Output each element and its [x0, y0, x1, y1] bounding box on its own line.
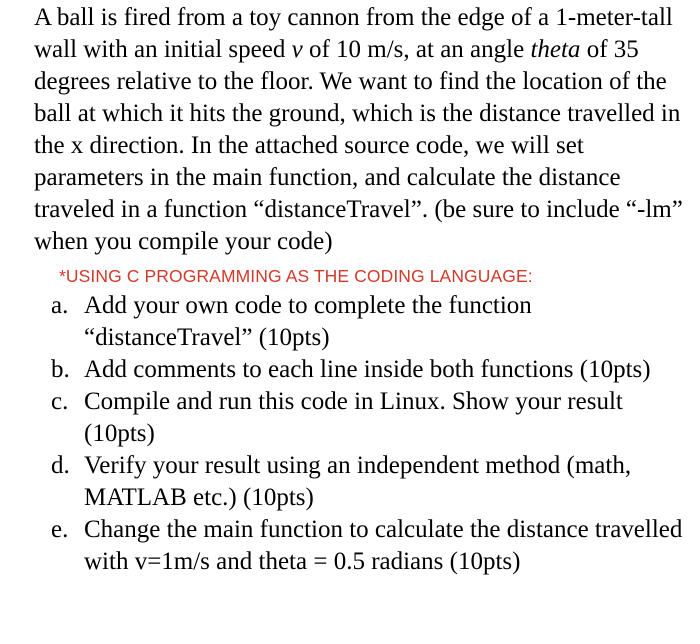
task-letter: c. — [51, 388, 69, 415]
problem-text-2: of 10 m/s, at an angle — [302, 36, 531, 63]
variable-theta: theta — [530, 36, 581, 63]
task-text: Add your own code to complete the function “distanceTravel” (10pts) — [84, 292, 532, 351]
task-list — [34, 290, 694, 578]
task-text: Add comments to each line inside both functions (10pts) — [84, 356, 651, 383]
task-text: Compile and run this code in Linux. Show your result (10pts) — [84, 388, 623, 447]
task-text: Change the main function to calculate the distance travelled with v=1m/s and theta = 0.5 radians (10pts) — [84, 516, 683, 575]
problem-text-1: A ball is fired from a toy cannon from the edge of a 1-meter-tall wall with an initial speed — [34, 4, 673, 63]
task-item-e — [34, 514, 694, 578]
problem-statement — [34, 0, 694, 258]
task-letter: a. — [51, 292, 69, 319]
task-text: Verify your result using an independent method (math, MATLAB etc.) (10pts) — [84, 452, 632, 511]
task-item-d — [34, 450, 694, 514]
task-letter: d. — [51, 452, 70, 479]
language-note: *USING C PROGRAMMING AS THE CODING LANGUAGE: — [59, 266, 533, 286]
task-letter: b. — [51, 356, 70, 383]
task-item-b — [34, 354, 694, 386]
document — [34, 0, 694, 578]
problem-text-3: of 35 degrees relative to the floor. We want to find the location of the ball at which it hits the ground, which is the distance travelled in the x direction. In the attached source code, we will set parameters in the main function, and calculate the distance traveled in a function “distanceTravel”. (be sure to include “-lm” when you compile your code) — [34, 36, 683, 255]
task-letter: e. — [51, 516, 69, 543]
variable-v: v — [291, 36, 303, 63]
task-item-a — [34, 290, 694, 354]
task-item-c — [34, 386, 694, 450]
